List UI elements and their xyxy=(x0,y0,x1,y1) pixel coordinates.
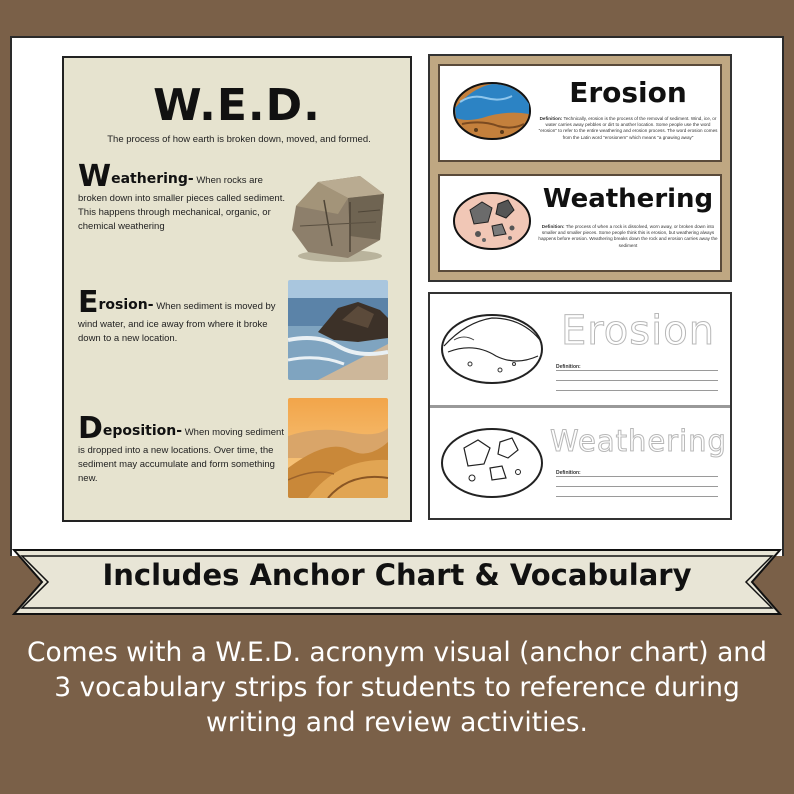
deposition-letter: D xyxy=(78,411,103,446)
tracing-word-erosion: Erosion xyxy=(560,308,716,354)
anchor-chart-title: W.E.D. xyxy=(153,80,321,131)
writing-line xyxy=(556,476,718,477)
vocabulary-strips-outline xyxy=(428,292,732,520)
deposition-definition: When moving sediment is dropped into a new locations. Over time, the sediment may accumulate and form something new. xyxy=(78,427,284,484)
deposition-term: eposition- xyxy=(102,423,183,439)
weathering-letter: W xyxy=(78,159,112,194)
definition-label: Definition: xyxy=(539,116,563,121)
outline-strip-erosion xyxy=(430,294,730,404)
vocab-definition-weathering xyxy=(536,224,720,249)
desert-dunes-photo xyxy=(288,398,388,498)
outline-definition-label: Definition: xyxy=(556,364,581,370)
weathering-entry xyxy=(78,159,288,233)
outline-strip-weathering xyxy=(430,408,730,518)
vocabulary-strips-color xyxy=(428,54,732,282)
vocab-strip-weathering xyxy=(438,174,722,272)
product-description: Comes with a W.E.D. acronym visual (anchor chart) and 3 vocabulary strips for students to reference during writing and review activities. xyxy=(27,637,767,738)
erosion-term: rosion- xyxy=(98,297,154,313)
vocab-strip-erosion xyxy=(438,64,722,162)
top-brown-band xyxy=(0,0,794,36)
writing-line xyxy=(556,370,718,371)
definition-text: Technically, erosion is the process of the removal of sediment. Wind, ice, or water carries away pebbles or dirt to another location. Some people use the word "erosion" to refer to the entire weathering and erosion process. The word erosion comes from the Latin word "erosionem" which means "a gnawing away" xyxy=(538,116,718,140)
vocab-definition-erosion xyxy=(536,116,720,141)
writing-line xyxy=(556,390,718,391)
banner-heading: Includes Anchor Chart & Vocabulary xyxy=(102,558,692,592)
water-erosion-icon xyxy=(452,80,532,142)
ribbon-banner xyxy=(0,540,794,624)
erosion-definition: When sediment is moved by wind water, and ice away from where it broke down to a new location. xyxy=(78,301,276,344)
water-erosion-outline-icon xyxy=(440,312,544,386)
vocab-title-weathering: Weathering xyxy=(542,184,714,214)
deposition-entry xyxy=(78,411,288,485)
coastline-photo xyxy=(288,280,388,380)
writing-line xyxy=(556,486,718,487)
tracing-word-weathering: Weathering xyxy=(550,424,727,458)
definition-label: Definition: xyxy=(541,224,565,229)
vocab-title-erosion: Erosion xyxy=(569,76,687,109)
anchor-chart-poster xyxy=(62,56,412,522)
writing-line xyxy=(556,496,718,497)
definition-text: The process of when a rock is dissolved, worn away, or broken down into smaller and smaller pieces. Some people think this is erosion, but weathering always happens before erosion. Weathering breaks down the rock and erosion carries away the sediment xyxy=(538,224,718,248)
outline-definition-label: Definition: xyxy=(556,470,581,476)
rock-photo xyxy=(288,166,388,266)
anchor-chart-subtitle: The process of how earth is broken down, moved, and formed. xyxy=(107,134,371,145)
writing-line xyxy=(556,380,718,381)
erosion-letter: E xyxy=(78,285,99,320)
erosion-entry xyxy=(78,285,288,346)
weathering-term: eathering- xyxy=(111,171,194,187)
broken-rocks-outline-icon xyxy=(440,426,544,500)
weathering-definition: When rocks are broken down into smaller pieces called sediment. This happens through mechanical, organic, or chemical weathering xyxy=(78,175,285,232)
broken-rocks-icon xyxy=(452,190,532,252)
